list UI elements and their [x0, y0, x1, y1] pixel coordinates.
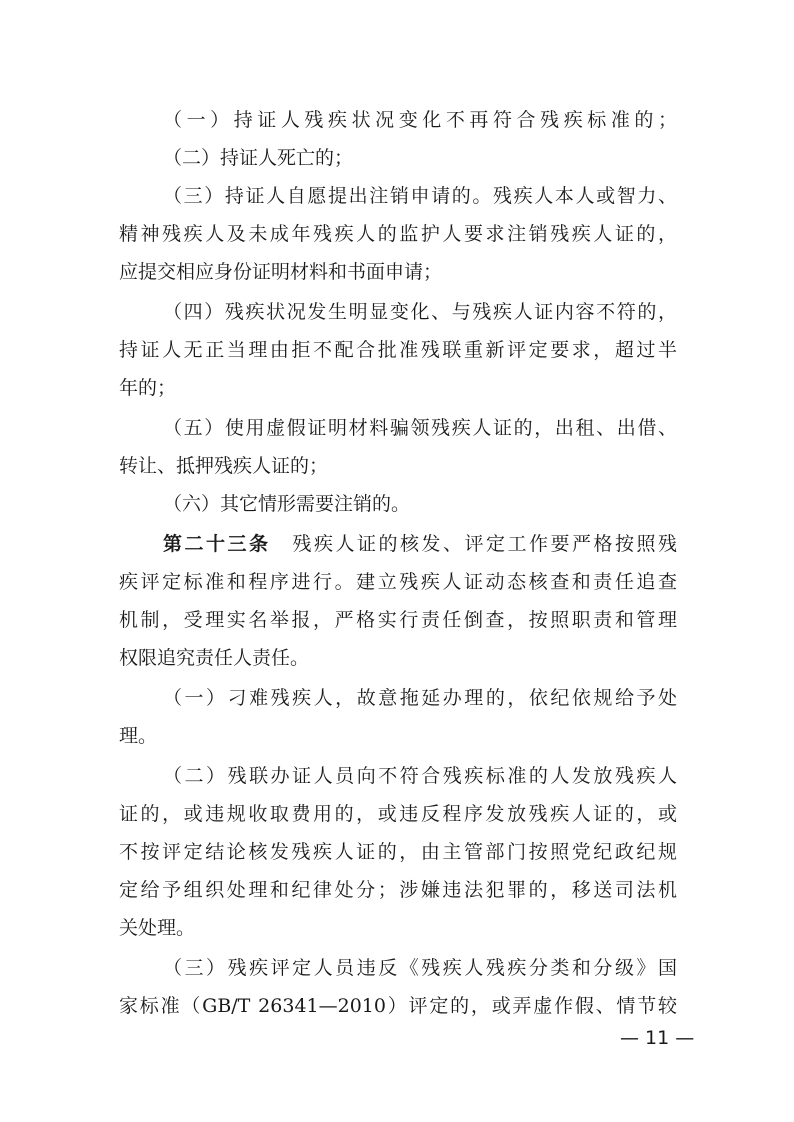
clause-1-line-1: （一）持证人残疾状况变化不再符合残疾标准的；	[163, 109, 677, 131]
clause-3-line-2: 精神残疾人及未成年残疾人的监护人要求注销残疾人证的，	[119, 223, 677, 245]
penalty-2-line-5: 关处理。	[119, 917, 196, 939]
article-23-line-3: 机制，受理实名举报，严格实行责任倒查，按照职责和管理	[119, 609, 677, 631]
penalty-1-line-1: （一）刁难残疾人，故意拖延办理的，依纪依规给予处	[163, 687, 677, 709]
clause-2-line-1: （二）持证人死亡的；	[163, 147, 354, 169]
article-23-line-1	[163, 524, 677, 564]
clause-3-line-1: （三）持证人自愿提出注销申请的。残疾人本人或智力、	[163, 185, 677, 207]
penalty-3-line-2: 家标准（GB/T 26341—2010）评定的，或弄虚作假、情节较	[119, 995, 677, 1017]
clause-5-line-2: 转让、抵押残疾人证的；	[119, 455, 329, 477]
penalty-1-line-2: 理。	[119, 725, 158, 747]
penalty-2-line-3: 不按评定结论核发残疾人证的，由主管部门按照党纪政纪规	[119, 841, 677, 863]
article-23-heading: 第二十三条	[163, 533, 271, 555]
article-23-line-2: 疾评定标准和程序进行。建立残疾人证动态核查和责任追查	[119, 571, 677, 593]
page-number: — 11 —	[620, 1027, 695, 1049]
penalty-2-line-1: （二）残联办证人员向不符合残疾标准的人发放残疾人	[163, 765, 677, 787]
article-23-line-1-text: 残疾人证的核发、评定工作要严格按照残	[292, 533, 677, 555]
clause-5-line-1: （五）使用虚假证明材料骗领残疾人证的，出租、出借、	[163, 417, 677, 439]
clause-4-line-1: （四）残疾状况发生明显变化、与残疾人证内容不符的，	[163, 301, 677, 323]
clause-6-line-1: （六）其它情形需要注销的。	[163, 493, 411, 515]
article-23-line-4: 权限追究责任人责任。	[119, 647, 310, 669]
penalty-2-line-2: 证的，或违规收取费用的，或违反程序发放残疾人证的，或	[119, 803, 677, 825]
penalty-2-line-4: 定给予组织处理和纪律处分；涉嫌违法犯罪的，移送司法机	[119, 879, 677, 901]
clause-4-line-2: 持证人无正当理由拒不配合批准残联重新评定要求，超过半	[119, 339, 677, 361]
clause-4-line-3: 年的；	[119, 377, 177, 399]
penalty-3-line-1: （三）残疾评定人员违反《残疾人残疾分类和分级》国	[163, 957, 677, 979]
clause-3-line-3: 应提交相应身份证明材料和书面申请；	[119, 261, 443, 283]
